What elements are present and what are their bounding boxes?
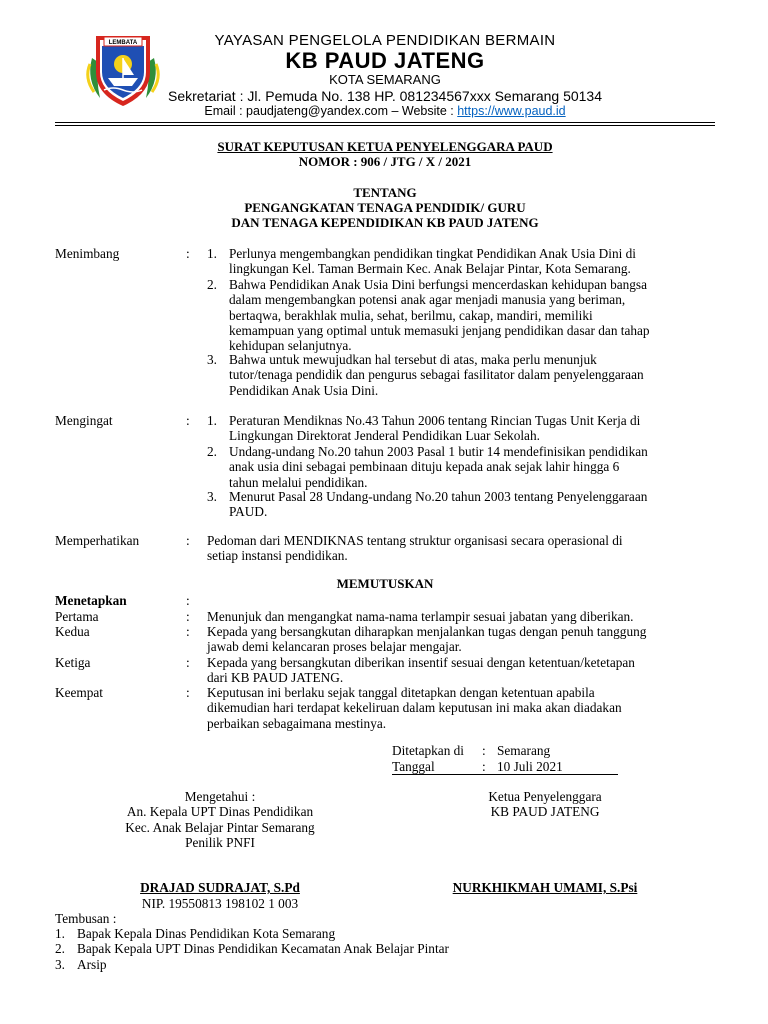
text-line: dari KB PAUD JATENG.	[207, 670, 344, 686]
text-line: Pedoman dari MENDIKNAS tentang struktur organisasi secara operasional di	[207, 533, 623, 548]
decision-point-label: Kedua	[55, 624, 90, 639]
signer-office: KB PAUD JATENG	[490, 804, 600, 820]
mengingat-colon: :	[186, 413, 190, 428]
institution-city: KOTA SEMARANG	[329, 72, 441, 87]
item-line: Perlunya mengembangkan pendidikan tingkat Pendidikan Anak Usia Dini di	[229, 246, 636, 261]
acknowledge-label: Mengetahui :	[184, 789, 256, 804]
email-text: Email : paudjateng@yandex.com – Website :	[204, 104, 458, 118]
item-line: dalam mengembangkan potensi anak agar menjadi manusia yang beriman,	[229, 292, 626, 308]
website-link[interactable]: https://www.paud.id	[457, 104, 566, 118]
menimbang-item	[207, 352, 717, 398]
decree-number: NOMOR : 906 / JTG / X / 2021	[298, 154, 472, 169]
item-line: tahun melalui pendidikan.	[229, 474, 368, 490]
item-number: 3.	[207, 352, 217, 367]
menimbang-label: Menimbang	[55, 246, 120, 261]
institution-name: KB PAUD JATENG	[285, 48, 485, 73]
decision-point-colon: :	[186, 685, 190, 700]
memperhatikan-colon: :	[186, 533, 190, 548]
menetapkan-colon: :	[186, 593, 190, 608]
tembusan-item	[55, 926, 336, 941]
text-line: Kepada yang bersangkutan diberikan insentif sesuai dengan ketentuan/ketetapan	[207, 655, 635, 670]
tembusan-label: Tembusan :	[55, 911, 117, 926]
decision-heading: MEMUTUSKAN	[336, 576, 434, 591]
text-line: Menunjuk dan mengangkat nama-nama terlampir sesuai jabatan yang diberikan.	[207, 609, 634, 624]
item-number: 1.	[55, 926, 65, 941]
item-text: Bapak Kepala UPT Dinas Pendidikan Kecamatan Anak Belajar Pintar	[77, 941, 449, 956]
signer-name-left: DRAJAD SUDRAJAT, S.Pd	[140, 880, 300, 895]
text-line: Kepada yang bersangkutan diharapkan menjalankan tugas dengan penuh tanggung	[207, 624, 647, 639]
text-line: Keputusan ini berlaku sejak tanggal ditetapkan dengan ketentuan apabila	[207, 685, 595, 700]
organization-name: YAYASAN PENGELOLA PENDIDIKAN BERMAIN	[214, 32, 556, 49]
decree-heading: SURAT KEPUTUSAN KETUA PENYELENGGARA PAUD	[217, 139, 553, 154]
decision-point-label: Keempat	[55, 685, 103, 700]
letterhead-divider	[55, 122, 715, 123]
tembusan-item	[55, 941, 449, 956]
item-line: kehidupan selanjutnya.	[229, 338, 352, 354]
subject-line-2: DAN TENAGA KEPENDIDIKAN KB PAUD JATENG	[231, 215, 539, 230]
item-line: lingkungan Kel. Taman Bermain Kec. Anak Belajar Pintar, Kota Semarang.	[229, 261, 631, 277]
contact-line	[150, 104, 620, 118]
decision-point-label: Ketiga	[55, 655, 91, 670]
item-line: Lingkungan Direktorat Jenderal Pendidikan Luar Sekolah.	[229, 428, 540, 444]
menimbang-colon: :	[186, 246, 190, 261]
signer-office: An. Kepala UPT Dinas Pendidikan	[126, 804, 314, 820]
item-number: 1.	[207, 246, 217, 261]
menimbang-item	[207, 277, 717, 353]
text-line: jawab demi kelancaran proses belajar mengajar.	[207, 639, 462, 655]
memperhatikan-text	[207, 533, 717, 564]
decision-point-text	[207, 609, 717, 624]
decision-point-text	[207, 685, 717, 731]
text-line: perbaikan sebagaimana mestinya.	[207, 715, 387, 731]
item-number: 3.	[55, 957, 65, 972]
item-number: 2.	[207, 277, 217, 292]
item-line: bertaqwa, berakhlak mulia, sehat, berilmu, cakap, mandiri, memiliki	[229, 307, 593, 323]
menetapkan-label: Menetapkan	[55, 593, 127, 608]
item-line: Bahwa Pendidikan Anak Usia Dini berfungsi mencerdaskan kehidupan bangsa	[229, 277, 648, 292]
signature-right-block	[430, 789, 660, 820]
item-number: 2.	[207, 444, 217, 459]
date-underline	[392, 774, 618, 775]
mengingat-item	[207, 489, 717, 520]
item-line: anak usia dini sebagai pembinaan dituju kepada anak sejak lahir hingga 6	[229, 459, 620, 475]
decision-point-colon: :	[186, 624, 190, 639]
logo-banner-text: LEMBATA	[108, 40, 138, 46]
decision-point-text	[207, 655, 717, 686]
signer-position: Ketua Penyelenggara	[488, 789, 602, 804]
item-line: Bahwa untuk mewujudkan hal tersebut di atas, maka perlu menunjuk	[229, 352, 597, 367]
tembusan-item	[55, 957, 107, 972]
date-label: Tanggal	[392, 759, 435, 774]
item-text: Bapak Kepala Dinas Pendidikan Kota Semarang	[77, 926, 336, 941]
decision-point-label: Pertama	[55, 609, 99, 624]
mengingat-item	[207, 444, 717, 490]
place-label: Ditetapkan di	[392, 743, 465, 758]
text-line: setiap instansi pendidikan.	[207, 548, 348, 564]
subject-line-1: PENGANGKATAN TENAGA PENDIDIK/ GURU	[244, 200, 526, 215]
date-colon: :	[482, 759, 486, 774]
institution-address: Sekretariat : Jl. Pemuda No. 138 HP. 081234567xxx Semarang 50134	[167, 88, 602, 104]
letterhead-divider-thin	[55, 125, 715, 126]
mengingat-label: Mengingat	[55, 413, 113, 428]
item-number: 3.	[207, 489, 217, 504]
signer-nip: NIP. 19550813 198102 1 003	[141, 896, 299, 911]
about-label: TENTANG	[353, 185, 417, 200]
text-line: dikemudian hari terdapat kekeliruan dalam keputusan ini maka akan diadakan	[207, 700, 622, 716]
item-line: tutor/tenaga pendidik dan pengurus sebagai fasilitator dalam penyelenggaraan	[229, 367, 644, 383]
date-value: 10 Juli 2021	[497, 759, 563, 774]
item-line: Menurut Pasal 28 Undang-undang No.20 tahun 2003 tentang Penyelenggaraan	[229, 489, 648, 504]
decision-point-colon: :	[186, 609, 190, 624]
item-number: 2.	[55, 941, 65, 956]
mengingat-item	[207, 413, 717, 444]
item-line: kemampuan yang optimal untuk memasuki jenjang pendidikan dasar dan tahap	[229, 322, 650, 338]
item-line: Undang-undang No.20 tahun 2003 Pasal 1 butir 14 mendefinisikan pendidikan	[229, 444, 648, 459]
place-value: Semarang	[497, 743, 551, 758]
item-line: Pendidikan Anak Usia Dini.	[229, 382, 379, 398]
memperhatikan-label: Memperhatikan	[55, 533, 140, 548]
menimbang-item	[207, 246, 717, 277]
decision-point-text	[207, 624, 717, 655]
signer-office: Kec. Anak Belajar Pintar Semarang	[125, 819, 315, 835]
decision-point-colon: :	[186, 655, 190, 670]
item-line: Peraturan Mendiknas No.43 Tahun 2006 tentang Rincian Tugas Unit Kerja di	[229, 413, 641, 428]
signer-position: Penilik PNFI	[185, 834, 255, 850]
signature-left-block	[105, 789, 335, 850]
signer-name-right: NURKHIKMAH UMAMI, S.Psi	[452, 880, 638, 895]
item-line: PAUD.	[229, 504, 268, 520]
place-colon: :	[482, 743, 486, 758]
item-number: 1.	[207, 413, 217, 428]
item-text: Arsip	[77, 957, 107, 972]
